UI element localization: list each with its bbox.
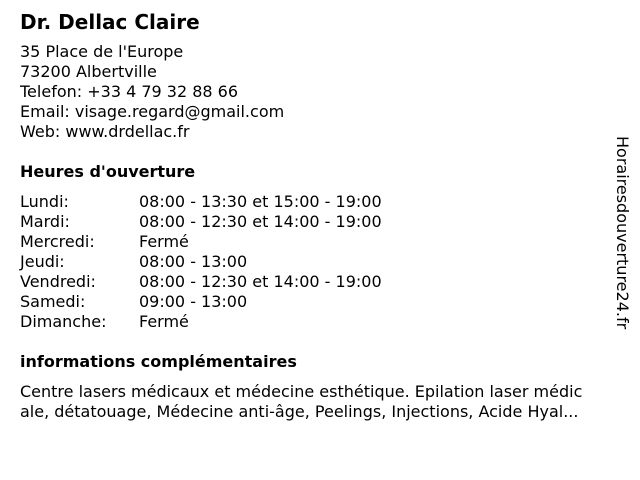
site-watermark: Horairesdouverture24.fr [613,136,632,330]
additional-info-line-1: Centre lasers médicaux et médecine esthétique. Epilation laser médic [20,382,583,401]
hours-time: 09:00 - 13:00 [139,292,248,311]
hours-time: Fermé [139,312,189,331]
hours-time: 08:00 - 13:00 [139,252,248,271]
hours-day: Vendredi: [20,272,96,291]
address-line-2: 73200 Albertville [20,62,157,81]
hours-row-thursday [20,252,620,272]
hours-row-wednesday [20,232,620,252]
address-line-1: 35 Place de l'Europe [20,42,184,61]
hours-time: Fermé [139,232,189,251]
web-line[interactable]: Web: www.drdellac.fr [20,122,190,141]
additional-info-line-2: ale, détatouage, Médecine anti-âge, Peelings, Injections, Acide Hyal... [20,402,579,421]
hours-day: Jeudi: [20,252,65,271]
opening-hours-table [20,192,620,332]
hours-day: Mardi: [20,212,70,231]
business-card [20,10,620,422]
hours-row-friday [20,272,620,292]
hours-row-tuesday [20,212,620,232]
email-line[interactable]: Email: visage.regard@gmail.com [20,102,285,121]
phone-line[interactable]: Telefon: +33 4 79 32 88 66 [20,82,239,101]
hours-time: 08:00 - 12:30 et 14:00 - 19:00 [139,272,382,291]
hours-row-sunday [20,312,620,332]
hours-day: Lundi: [20,192,69,211]
hours-day: Samedi: [20,292,86,311]
doctor-name: Dr. Dellac Claire [20,10,200,34]
hours-time: 08:00 - 12:30 et 14:00 - 19:00 [139,212,382,231]
hours-day: Dimanche: [20,312,107,331]
hours-time: 08:00 - 13:30 et 15:00 - 19:00 [139,192,382,211]
additional-info-text [20,382,630,422]
contact-block [20,42,620,142]
hours-day: Mercredi: [20,232,95,251]
hours-row-saturday [20,292,620,312]
opening-hours-heading: Heures d'ouverture [20,162,196,181]
additional-info-heading: informations complémentaires [20,352,297,371]
hours-row-monday [20,192,620,212]
